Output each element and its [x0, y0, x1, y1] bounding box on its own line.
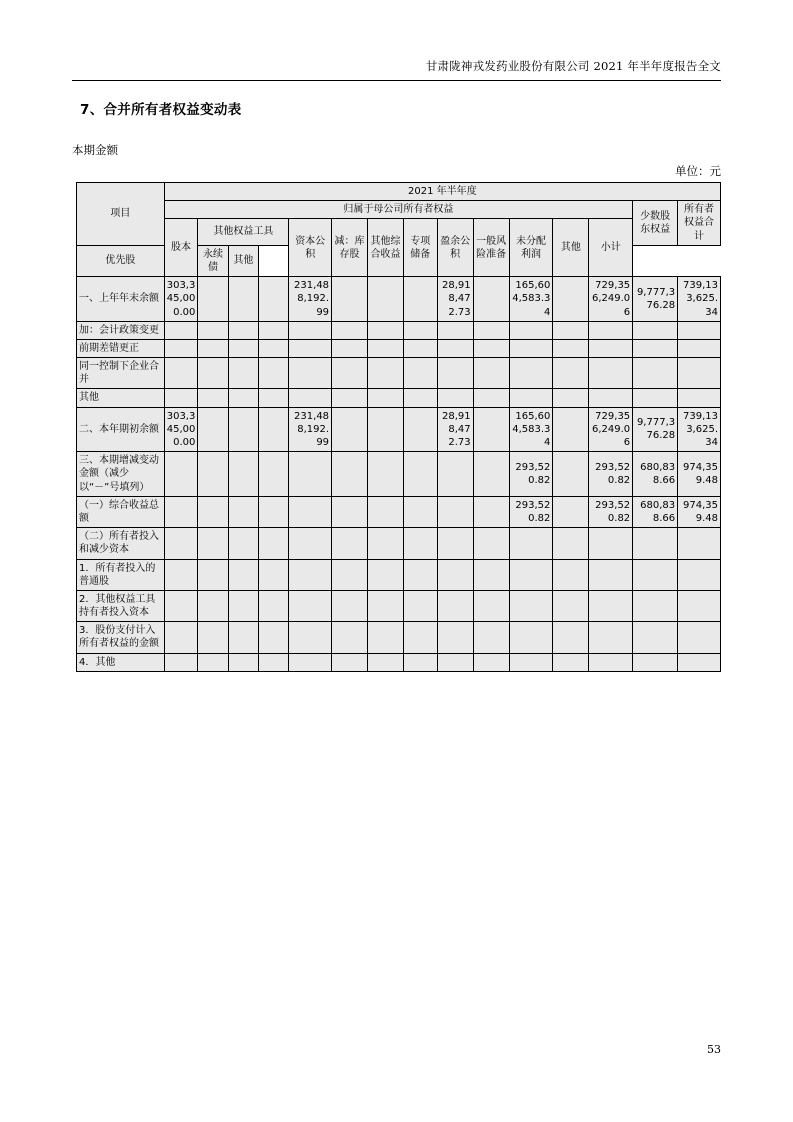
table-cell-empty [164, 528, 198, 559]
table-cell-empty [198, 389, 228, 407]
table-row [77, 496, 721, 527]
table-cell-empty [228, 358, 258, 389]
table-cell-empty [198, 496, 228, 527]
table-cell-empty [473, 528, 509, 559]
table-cell-empty [437, 622, 473, 653]
table-cell-empty [259, 389, 289, 407]
table-cell-empty [198, 559, 228, 590]
row-label: 1．所有者投入的普通股 [77, 559, 165, 590]
table-cell-empty [332, 590, 368, 621]
table-row [77, 339, 721, 357]
table-cell-empty [368, 653, 404, 671]
table-cell-value: 293,520.82 [589, 496, 633, 527]
table-cell-empty [368, 277, 404, 322]
table-cell-empty [164, 653, 198, 671]
header-period: 2021 年半年度 [164, 183, 720, 201]
table-row [77, 622, 721, 653]
table-cell-empty [509, 339, 553, 357]
table-cell-value: 28,918,472.73 [437, 277, 473, 322]
table-cell-value: 729,356,249.06 [589, 277, 633, 322]
header-share-capital: 股本 [164, 219, 198, 277]
table-cell-empty [164, 452, 198, 497]
table-cell-empty [437, 389, 473, 407]
table-cell-empty [289, 590, 332, 621]
table-cell-empty [678, 339, 721, 357]
table-cell-value: 9,777,376.28 [633, 407, 678, 452]
table-cell-empty [403, 389, 437, 407]
table-cell-empty [228, 339, 258, 357]
table-cell-value: 739,133,625.34 [678, 277, 721, 322]
table-cell-empty [553, 407, 589, 452]
header-other-comprehensive-income: 其他综合收益 [368, 219, 404, 277]
table-cell-empty [332, 389, 368, 407]
table-cell-empty [678, 528, 721, 559]
table-cell-empty [228, 277, 258, 322]
table-subtitle: 本期金额 [72, 143, 118, 157]
header-general-risk-reserve: 一般风险准备 [473, 219, 509, 277]
table-cell-empty [589, 528, 633, 559]
table-cell-empty [437, 321, 473, 339]
table-cell-value: 303,345,000.00 [164, 407, 198, 452]
table-cell-empty [259, 653, 289, 671]
table-cell-empty [473, 559, 509, 590]
table-cell-empty [198, 653, 228, 671]
table-cell-empty [259, 358, 289, 389]
section-title: 7、合并所有者权益变动表 [80, 102, 242, 118]
table-cell-empty [198, 622, 228, 653]
header-special-reserve: 专项储备 [403, 219, 437, 277]
header-total-equity: 所有者权益合计 [678, 201, 721, 246]
table-cell-empty [289, 358, 332, 389]
table-cell-empty [164, 321, 198, 339]
table-cell-empty [368, 496, 404, 527]
table-cell-empty [368, 407, 404, 452]
table-row [77, 389, 721, 407]
table-cell-empty [473, 321, 509, 339]
table-cell-empty [633, 590, 678, 621]
table-cell-empty [678, 321, 721, 339]
table-cell-empty [473, 590, 509, 621]
table-cell-empty [678, 358, 721, 389]
table-cell-empty [164, 496, 198, 527]
table-cell-value: 974,359.48 [678, 452, 721, 497]
table-cell-empty [368, 590, 404, 621]
table-cell-empty [289, 528, 332, 559]
table-cell-empty [228, 452, 258, 497]
header-undistributed-profit: 未分配利润 [509, 219, 553, 277]
table-cell-value: 28,918,472.73 [437, 407, 473, 452]
table-cell-empty [164, 358, 198, 389]
table-cell-empty [589, 339, 633, 357]
table-cell-empty [473, 389, 509, 407]
row-label: 4．其他 [77, 653, 165, 671]
table-cell-value: 231,488,192.99 [289, 407, 332, 452]
table-cell-empty [332, 653, 368, 671]
table-cell-empty [473, 496, 509, 527]
table-cell-empty [289, 622, 332, 653]
table-cell-empty [509, 358, 553, 389]
unit-label: 单位：元 [675, 164, 721, 178]
table-cell-value: 165,604,583.34 [509, 407, 553, 452]
table-row [77, 653, 721, 671]
table-cell-empty [228, 407, 258, 452]
header-item: 项目 [77, 183, 165, 246]
table-cell-empty [164, 590, 198, 621]
table-cell-empty [259, 496, 289, 527]
table-cell-empty [289, 339, 332, 357]
table-cell-empty [259, 339, 289, 357]
table-cell-empty [553, 358, 589, 389]
table-cell-empty [553, 559, 589, 590]
table-cell-empty [678, 559, 721, 590]
header-subtotal: 小计 [589, 219, 633, 277]
table-cell-empty [437, 496, 473, 527]
table-cell-empty [368, 358, 404, 389]
table-row [77, 452, 721, 497]
row-label: 加：会计政策变更 [77, 321, 165, 339]
table-cell-empty [473, 452, 509, 497]
table-cell-empty [403, 590, 437, 621]
table-cell-empty [228, 389, 258, 407]
table-cell-empty [368, 559, 404, 590]
owners-equity-change-table [76, 182, 721, 672]
table-cell-empty [633, 622, 678, 653]
header-minority-interest: 少数股东权益 [633, 201, 678, 246]
table-cell-empty [289, 321, 332, 339]
table-cell-empty [553, 321, 589, 339]
table-cell-empty [368, 622, 404, 653]
table-cell-empty [553, 590, 589, 621]
table-header-row-group [77, 201, 721, 219]
table-cell-empty [403, 277, 437, 322]
table-cell-empty [198, 339, 228, 357]
table-row [77, 358, 721, 389]
table-cell-empty [553, 277, 589, 322]
table-cell-empty [228, 622, 258, 653]
table-cell-empty [509, 653, 553, 671]
row-label: （二）所有者投入和减少资本 [77, 528, 165, 559]
row-label: （一）综合收益总额 [77, 496, 165, 527]
table-cell-empty [259, 452, 289, 497]
table-cell-empty [633, 559, 678, 590]
page-number: 53 [707, 1043, 721, 1056]
table-cell-empty [553, 653, 589, 671]
table-cell-empty [633, 653, 678, 671]
table-cell-empty [332, 339, 368, 357]
table-cell-empty [403, 339, 437, 357]
table-cell-value: 9,777,376.28 [633, 277, 678, 322]
table-cell-value: 303,345,000.00 [164, 277, 198, 322]
table-body [77, 277, 721, 672]
table-cell-empty [509, 389, 553, 407]
header-preferred-stock: 优先股 [77, 245, 165, 276]
header-other-tool: 其他 [228, 245, 258, 276]
running-header: 甘肃陇神戎发药业股份有限公司 2021 年半年度报告全文 [425, 59, 721, 73]
table-cell-empty [368, 321, 404, 339]
table-cell-empty [473, 407, 509, 452]
table-cell-empty [678, 389, 721, 407]
table-cell-empty [437, 358, 473, 389]
header-perpetual-bond: 永续债 [198, 245, 228, 276]
table-cell-empty [403, 407, 437, 452]
table-cell-empty [437, 339, 473, 357]
table-cell-empty [228, 559, 258, 590]
table-cell-value: 293,520.82 [509, 452, 553, 497]
table-cell-empty [198, 528, 228, 559]
table-cell-empty [589, 358, 633, 389]
table-cell-empty [437, 653, 473, 671]
table-cell-empty [259, 559, 289, 590]
table-cell-empty [553, 496, 589, 527]
table-row [77, 407, 721, 452]
row-label: 二、本年期初余额 [77, 407, 165, 452]
table-cell-value: 729,356,249.06 [589, 407, 633, 452]
header-parent-group: 归属于母公司所有者权益 [164, 201, 633, 219]
table-cell-empty [403, 358, 437, 389]
table-cell-empty [332, 321, 368, 339]
table-row [77, 321, 721, 339]
table-row [77, 559, 721, 590]
row-label: 3．股份支付计入所有者权益的金额 [77, 622, 165, 653]
table-cell-empty [589, 321, 633, 339]
table-cell-empty [403, 321, 437, 339]
table-cell-empty [368, 528, 404, 559]
table-cell-empty [259, 528, 289, 559]
table-cell-empty [228, 590, 258, 621]
table-cell-empty [509, 321, 553, 339]
table-cell-empty [633, 321, 678, 339]
table-cell-empty [259, 622, 289, 653]
table-cell-value: 680,838.66 [633, 452, 678, 497]
table-cell-empty [509, 622, 553, 653]
table-cell-empty [633, 389, 678, 407]
table-cell-empty [228, 321, 258, 339]
table-cell-empty [289, 559, 332, 590]
table-cell-empty [678, 590, 721, 621]
table-cell-empty [198, 358, 228, 389]
table-cell-empty [228, 653, 258, 671]
table-cell-empty [678, 653, 721, 671]
table-cell-empty [164, 389, 198, 407]
table-cell-empty [589, 559, 633, 590]
header-other: 其他 [553, 219, 589, 277]
table-cell-value: 680,838.66 [633, 496, 678, 527]
table-cell-value: 165,604,583.34 [509, 277, 553, 322]
row-label: 前期差错更正 [77, 339, 165, 357]
table-cell-empty [553, 452, 589, 497]
table-cell-empty [198, 407, 228, 452]
table-cell-empty [473, 277, 509, 322]
row-label: 其他 [77, 389, 165, 407]
table-cell-empty [589, 622, 633, 653]
row-label: 同一控制下企业合并 [77, 358, 165, 389]
table-cell-empty [332, 277, 368, 322]
table-cell-empty [473, 339, 509, 357]
table-cell-empty [633, 358, 678, 389]
table-cell-empty [437, 452, 473, 497]
table-cell-empty [633, 339, 678, 357]
table-cell-value: 293,520.82 [589, 452, 633, 497]
table-cell-empty [473, 653, 509, 671]
table-cell-empty [198, 452, 228, 497]
table-row [77, 528, 721, 559]
table-header-row-cols [77, 219, 721, 245]
header-surplus-reserve: 盈余公积 [437, 219, 473, 277]
table-cell-empty [509, 590, 553, 621]
table-cell-value: 739,133,625.34 [678, 407, 721, 452]
table-cell-empty [259, 321, 289, 339]
table-cell-value: 293,520.82 [509, 496, 553, 527]
table-cell-empty [164, 559, 198, 590]
table-cell-empty [332, 358, 368, 389]
table-cell-empty [403, 622, 437, 653]
header-other-equity-tools: 其他权益工具 [198, 219, 289, 245]
table-cell-empty [403, 653, 437, 671]
table-cell-empty [289, 452, 332, 497]
table-cell-empty [589, 590, 633, 621]
table-cell-empty [198, 590, 228, 621]
header-treasury-stock: 减：库存股 [332, 219, 368, 277]
table-cell-value: 231,488,192.99 [289, 277, 332, 322]
table-cell-empty [332, 528, 368, 559]
table-cell-empty [259, 590, 289, 621]
table-cell-empty [473, 622, 509, 653]
table-cell-empty [553, 389, 589, 407]
table-header-row-period [77, 183, 721, 201]
table-cell-empty [589, 389, 633, 407]
table-cell-empty [289, 389, 332, 407]
row-label: 2．其他权益工具持有者投入资本 [77, 590, 165, 621]
row-label: 三、本期增减变动金额（减少以“－”号填列） [77, 452, 165, 497]
table-cell-empty [164, 339, 198, 357]
table-cell-empty [259, 277, 289, 322]
table-cell-empty [368, 339, 404, 357]
table-cell-empty [473, 358, 509, 389]
table-cell-empty [164, 622, 198, 653]
table-cell-empty [289, 653, 332, 671]
table-cell-empty [259, 407, 289, 452]
table-cell-value: 974,359.48 [678, 496, 721, 527]
table-cell-empty [553, 528, 589, 559]
table-cell-empty [403, 559, 437, 590]
table-cell-empty [332, 452, 368, 497]
table-cell-empty [437, 559, 473, 590]
table-cell-empty [553, 622, 589, 653]
table-cell-empty [678, 622, 721, 653]
table-cell-empty [198, 321, 228, 339]
row-label: 一、上年年末余额 [77, 277, 165, 322]
table-cell-empty [228, 496, 258, 527]
table-cell-empty [403, 528, 437, 559]
table-cell-empty [403, 452, 437, 497]
table-cell-empty [332, 407, 368, 452]
table-row [77, 590, 721, 621]
table-cell-empty [198, 277, 228, 322]
table-cell-empty [437, 590, 473, 621]
table-cell-empty [509, 528, 553, 559]
table-cell-empty [228, 528, 258, 559]
table-cell-empty [437, 528, 473, 559]
header-capital-reserve: 资本公积 [289, 219, 332, 277]
table-row [77, 277, 721, 322]
table-cell-empty [589, 653, 633, 671]
table-cell-empty [633, 528, 678, 559]
table-cell-empty [332, 559, 368, 590]
table-cell-empty [553, 339, 589, 357]
table-cell-empty [509, 559, 553, 590]
table-cell-empty [368, 452, 404, 497]
table-cell-empty [332, 622, 368, 653]
table-cell-empty [332, 496, 368, 527]
header-divider [72, 80, 721, 81]
table-cell-empty [403, 496, 437, 527]
table-cell-empty [289, 496, 332, 527]
table-cell-empty [368, 389, 404, 407]
